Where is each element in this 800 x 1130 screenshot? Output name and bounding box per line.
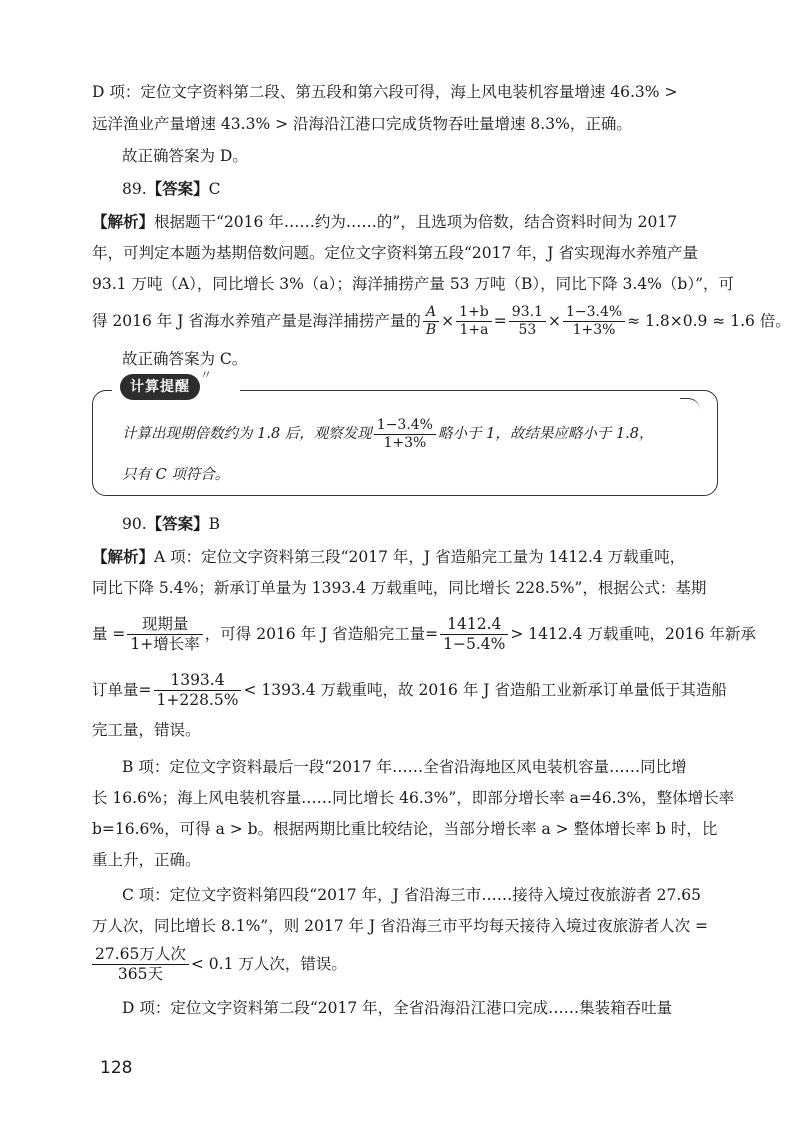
- tip-title: 计算提醒: [120, 374, 200, 400]
- tip-line-1: [122, 412, 654, 456]
- page-number: 128: [100, 1058, 133, 1078]
- frac-growth-num: 1+b: [456, 304, 492, 322]
- times-sign: ×: [441, 312, 455, 330]
- frac-values-den: 53: [518, 321, 537, 338]
- q90-heading: [122, 513, 720, 535]
- d-item-line-1: D 项：定位文字资料第二段、第五段和第六段可得，海上风电装机容量增速 46.3% >: [92, 83, 678, 101]
- q90-a-line-4: [92, 666, 727, 712]
- frac-growth: [456, 304, 492, 339]
- q90-a-line-4-suffix: < 1393.4 万载重吨，故 2016 年 J 省造船工业新承订单量低于其造船: [243, 681, 727, 699]
- q90-b-line-2: 长 16.6%；海上风电装机容量……同比增长 46.3%”，即部分增长率 a=46.3%，整体增长率: [92, 789, 735, 807]
- frac-rates: [563, 304, 625, 339]
- q89-line-4-prefix: 得 2016 年 J 省海水养殖产量是海洋捕捞产量的: [92, 312, 421, 330]
- q90-a-line-3-suffix: > 1412.4 万载重吨，2016 年新承: [510, 625, 756, 643]
- tip-fraction: [374, 417, 436, 452]
- q90-answer: B: [208, 515, 221, 533]
- frac-a-over-b: [423, 304, 439, 339]
- q89-line-4-suffix: ≈ 1.8×0.9 ≈ 1.6 倍。: [627, 312, 791, 330]
- tip-fraction-num: 1−3.4%: [374, 417, 436, 435]
- q90-analysis-tag: 【解析】: [92, 547, 155, 566]
- tip-line-2: 只有 C 项符合。: [122, 467, 230, 483]
- frac-orders-num: 1393.4: [154, 671, 242, 691]
- q90-b-line-1: B 项：定位文字资料最后一段“2017 年……全省沿海地区风电装机容量……同比增: [122, 758, 687, 776]
- frac-tourists: [92, 945, 189, 984]
- q90-number: 90.: [122, 515, 147, 533]
- q89-analysis-tag: 【解析】: [92, 212, 155, 231]
- q90-a-line-3-mid: ，可得 2016 年 J 省造船完工量=: [204, 625, 439, 643]
- q89-number: 89.: [122, 180, 147, 198]
- frac-completed: [440, 615, 508, 654]
- frac-a-over-b-num: A: [423, 304, 439, 322]
- frac-rates-num: 1−3.4%: [563, 304, 625, 322]
- q90-a-line-3: [92, 610, 756, 656]
- q90-a-line-2: 同比下降 5.4%；新承订单量为 1393.4 万载重吨，同比增长 228.5%”，根据公式：基期: [92, 579, 707, 597]
- conclusion-88: 故正确答案为 D。: [122, 147, 248, 165]
- equals-sign: =: [493, 312, 507, 330]
- frac-base-formula: [127, 615, 202, 654]
- q90-c-line-3-suffix: < 0.1 万人次，错误。: [190, 955, 347, 973]
- frac-tourists-den: 365天: [117, 964, 163, 983]
- q89-answer: C: [208, 180, 221, 198]
- frac-values-num: 93.1: [509, 304, 546, 322]
- frac-base-formula-den: 1+增长率: [130, 634, 200, 653]
- frac-orders: [154, 671, 242, 710]
- q90-d-line-1: D 项：定位文字资料第二段“2017 年，全省沿海沿江港口完成……集装箱吞吐量: [122, 999, 673, 1017]
- q90-c-line-2: 万人次，同比增长 8.1%”，则 2017 年 J 省沿海三市平均每天接待入境过夜旅游者人次 =: [92, 917, 709, 935]
- q90-answer-tag: 【答案】: [146, 514, 209, 533]
- q89-line-1-text: 根据题干“2016 年……约为……的”，且选项为倍数，结合资料时间为 2017: [154, 213, 678, 231]
- frac-rates-den: 1+3%: [572, 321, 616, 338]
- q90-c-line-1: C 项：定位文字资料第四段“2017 年，J 省沿海三市……接待入境过夜旅游者 27.65: [122, 886, 702, 904]
- q89-line-3: 93.1 万吨（A），同比增长 3%（a）；海洋捕捞产量 53 万吨（B），同比下降 3.4%（b）”，可: [92, 275, 735, 293]
- frac-growth-den: 1+a: [459, 321, 489, 338]
- frac-tourists-num: 27.65万人次: [92, 945, 189, 965]
- frac-completed-num: 1412.4: [440, 615, 508, 635]
- frac-values: [509, 304, 546, 339]
- tip-line-1-suffix: 略小于 1，故结果应略小于 1.8，: [438, 426, 654, 442]
- q89-line-2: 年，可判定本题为基期倍数问题。定位文字资料第五段“2017 年，J 省实现海水养殖产量: [92, 244, 698, 262]
- tip-line-1-prefix: 计算出现期倍数约为 1.8 后，观察发现: [122, 426, 372, 442]
- q89-heading: [122, 178, 720, 200]
- q90-a-line-1-text: A 项：定位文字资料第三段“2017 年，J 省造船完工量为 1412.4 万载重吨，: [154, 548, 686, 566]
- sparkle-icon: 〃: [200, 368, 213, 382]
- q89-answer-tag: 【答案】: [146, 179, 209, 198]
- q89-line-4: [92, 297, 791, 343]
- q90-a-line-5: 完工量，错误。: [92, 721, 201, 739]
- tip-fraction-den: 1+3%: [383, 434, 427, 451]
- frac-completed-den: 1−5.4%: [443, 634, 506, 653]
- q90-b-line-3: b=16.6%，可得 a > b。根据两期比重比较结论，当部分增长率 a > 整体增长率 b 时，比: [92, 820, 718, 838]
- frac-base-formula-num: 现期量: [127, 615, 202, 635]
- times-sign-2: ×: [547, 312, 561, 330]
- q90-b-line-4: 重上升，正确。: [92, 851, 201, 869]
- frac-a-over-b-den: B: [425, 321, 437, 338]
- q90-a-line-4-prefix: 订单量=: [92, 681, 152, 699]
- d-item-line-2: 远洋渔业产量增速 43.3% > 沿海沿江港口完成货物吞吐量增速 8.3%，正确。: [92, 115, 632, 133]
- q90-c-line-3: [92, 940, 720, 986]
- q90-a-line-3-prefix: 量 =: [92, 625, 126, 643]
- q90-a-line-1: [92, 546, 720, 568]
- frac-orders-den: 1+228.5%: [156, 690, 239, 709]
- conclusion-89: 故正确答案为 C。: [122, 350, 248, 368]
- q89-analysis-line-1: [92, 211, 720, 233]
